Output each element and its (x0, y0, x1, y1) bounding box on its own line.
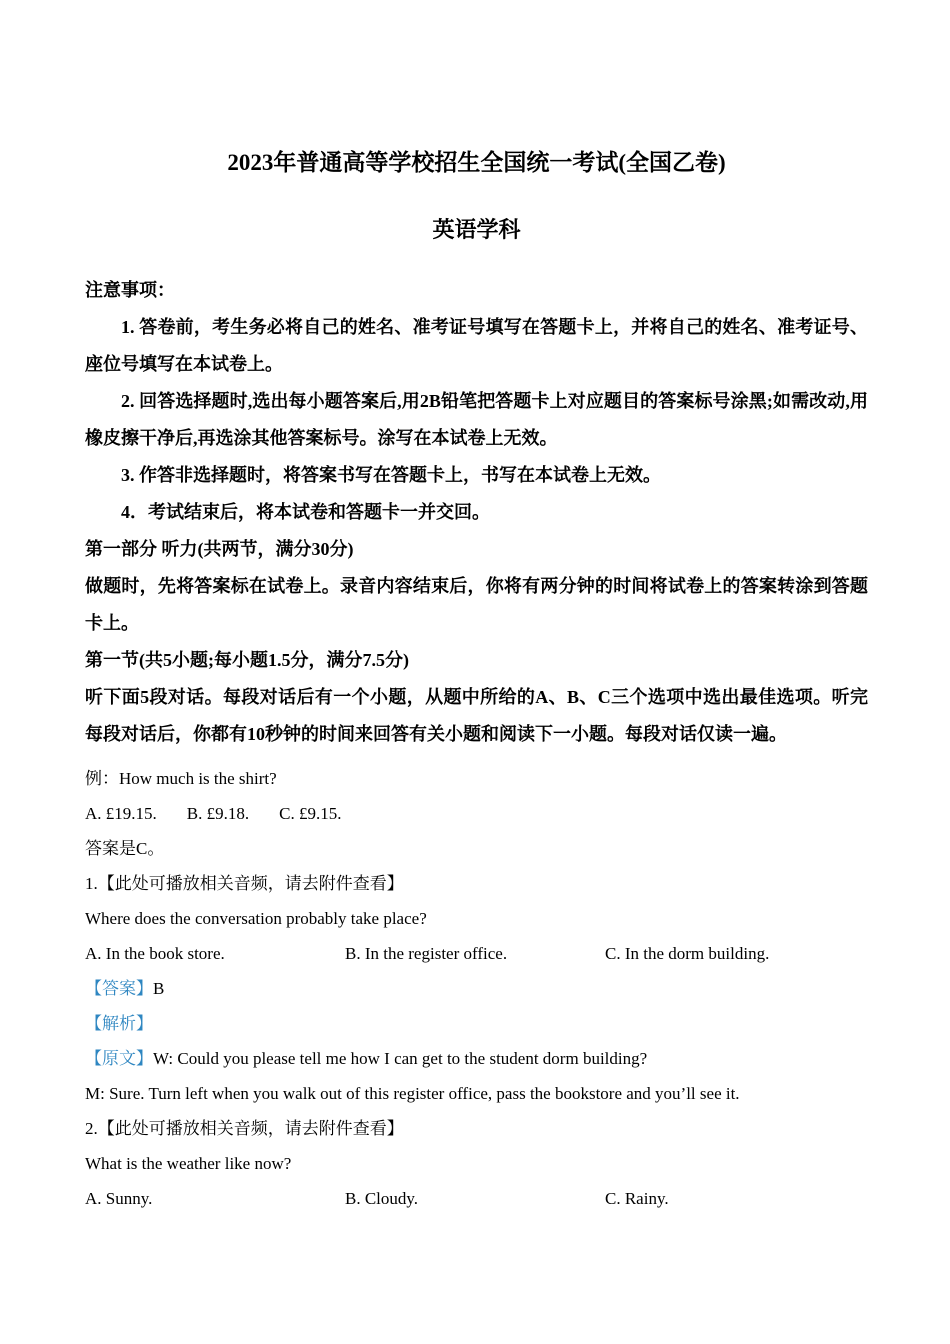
answer-label: 【答案】 (85, 979, 153, 998)
part1-heading: 第一部分 听力(共两节，满分30分) (85, 539, 354, 559)
notice-heading: 注意事项： (85, 280, 175, 300)
section1-instructions: 听下面5段对话。每段对话后有一个小题，从题中所给的A、B、C三个选项中选出最佳选项。听完每段对话后，你都有10秒钟的时间来回答有关小题和阅读下一小题。每段对话仅读一遍。 (85, 687, 868, 744)
part1-note: 做题时，先将答案标在试卷上。录音内容结束后，你将有两分钟的时间将试卷上的答案转涂到答题卡上。 (85, 576, 868, 633)
question-1-block (85, 866, 868, 1111)
subject-title: 英语学科 (432, 217, 521, 242)
transcript-w-text: W: Could you please tell me how I can get to the student dorm building? (153, 1049, 648, 1068)
transcript-label: 【原文】 (85, 1049, 153, 1068)
question-1-text: Where does the conversation probably take place? (85, 909, 427, 928)
example-option-b: B. £9.18. (186, 804, 250, 823)
notice-item-1: 1. 答卷前，考生务必将自己的姓名、准考证号填写在答题卡上，并将自己的姓名、准考证号、座位号填写在本试卷上。 (85, 317, 868, 374)
question-1-option-a: A. In the book store. (85, 944, 225, 963)
notice-item-3: 3. 作答非选择题时，将答案书写在答题卡上，书写在本试卷上无效。 (121, 465, 661, 485)
section1-heading: 第一节(共5小题;每小题1.5分，满分7.5分) (85, 650, 409, 670)
question-1-option-c: C. In the dorm building. (605, 944, 770, 963)
question-1-audio-note: 1.【此处可播放相关音频，请去附件查看】 (85, 874, 404, 893)
question-2-option-b: B. Cloudy. (345, 1189, 419, 1208)
question-1-analysis-line (85, 1006, 868, 1041)
question-2-block (85, 1111, 868, 1216)
example-option-c: C. £9.15. (279, 804, 342, 823)
question-1-transcript-w (85, 1041, 868, 1076)
question-1-options (85, 936, 868, 971)
question-1-option-b: B. In the register office. (345, 944, 508, 963)
question-2-option-a: A. Sunny. (85, 1189, 153, 1208)
example-block (85, 761, 868, 866)
notice-item-4: 4．考试结束后，将本试卷和答题卡一并交回。 (121, 502, 490, 522)
example-option-a: A. £19.15. (85, 804, 157, 823)
question-2-options (85, 1181, 868, 1216)
question-1-transcript-m: M: Sure. Turn left when you walk out of this register office, pass the bookstore and you’ll see it. (85, 1084, 740, 1103)
question-1-answer-line (85, 971, 868, 1006)
question-2-text: What is the weather like now? (85, 1154, 292, 1173)
answer-value: B (153, 979, 165, 998)
page-title: 2023年普通高等学校招生全国统一考试(全国乙卷) (227, 150, 726, 175)
question-2-audio-note: 2.【此处可播放相关音频，请去附件查看】 (85, 1119, 404, 1138)
notice-item-2: 2. 回答选择题时,选出每小题答案后,用2B铅笔把答题卡上对应题目的答案标号涂黑;如需改动,用橡皮擦干净后,再选涂其他答案标号。涂写在本试卷上无效。 (85, 391, 868, 448)
example-options (85, 796, 868, 831)
example-question: 例：How much is the shirt? (85, 769, 277, 788)
question-2-option-c: C. Rainy. (605, 1189, 669, 1208)
analysis-label: 【解析】 (85, 1014, 153, 1033)
example-answer: 答案是C。 (85, 839, 165, 858)
